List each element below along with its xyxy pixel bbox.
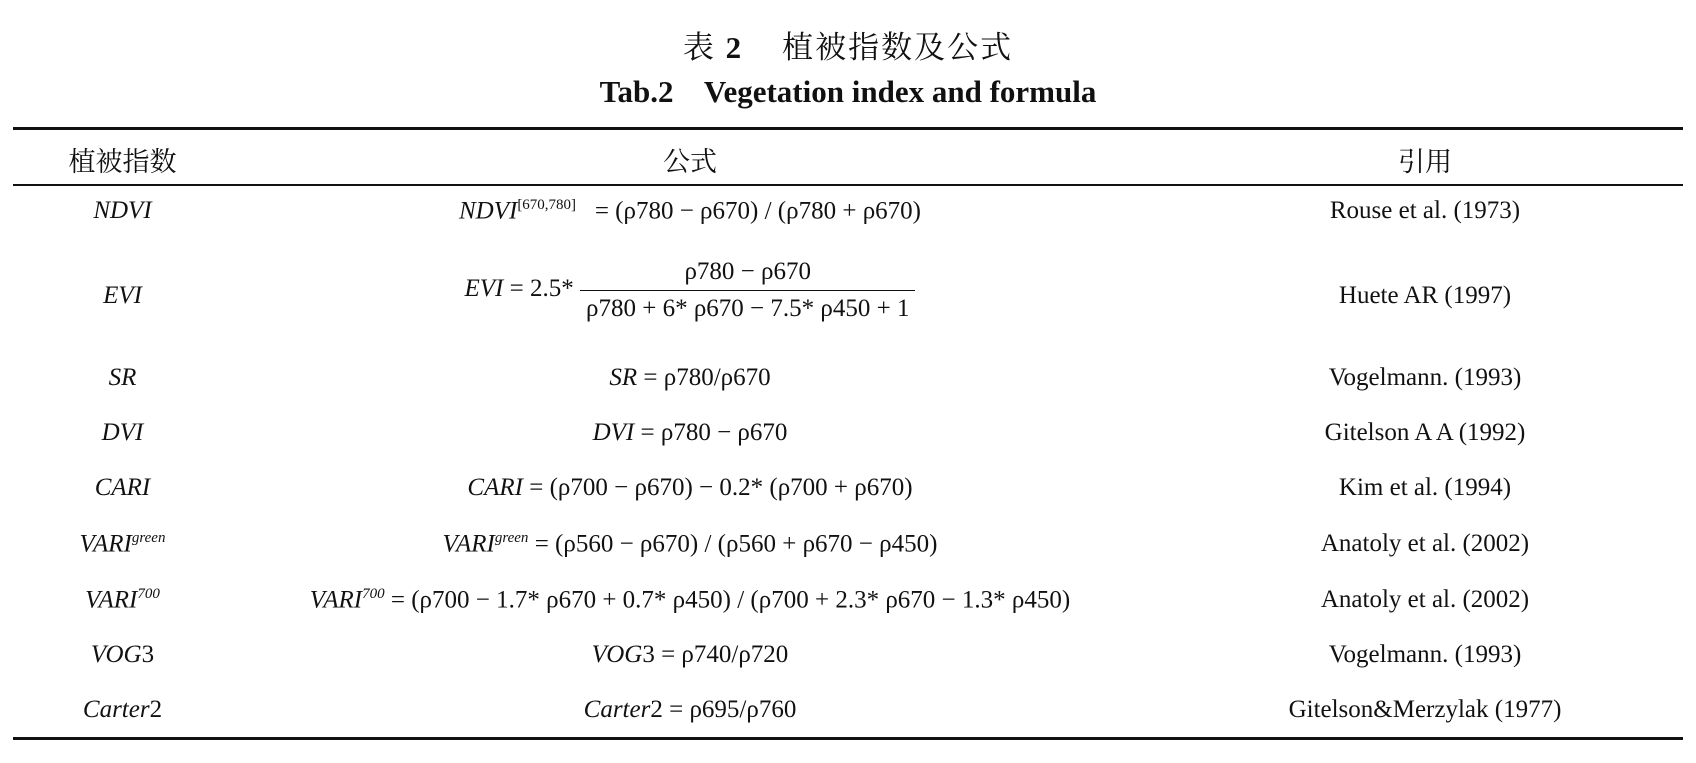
formula-sup: 700 — [362, 586, 385, 602]
row-carter2-name — [40, 696, 205, 724]
evi-fraction — [580, 258, 915, 323]
index-name: VARI — [79, 530, 132, 558]
caption-cn-title: 植被指数及公式 — [782, 30, 1014, 65]
header-rule — [13, 184, 1683, 186]
caption-cn-prefix: 表 — [682, 30, 716, 65]
index-sup: 700 — [137, 586, 160, 602]
row-dvi-formula — [220, 419, 1160, 447]
formula-lhs-suffix: 2 — [650, 696, 663, 723]
row-sr-name: SR — [108, 364, 137, 391]
formula-rhs: = (ρ700 − ρ670) − 0.2* (ρ700 + ρ670) — [529, 474, 913, 501]
row-evi-citation: Huete AR (1997) — [1338, 282, 1512, 309]
formula-lhs: VARI — [309, 586, 363, 614]
header-index: 植被指数 — [68, 147, 177, 177]
row-cari-name: CARI — [94, 474, 151, 501]
top-rule — [13, 127, 1683, 130]
formula-lhs: Carter — [583, 696, 651, 723]
index-sup: green — [131, 530, 166, 546]
formula-sup: [670,780] — [517, 197, 577, 213]
formula-coef: = 2.5* — [509, 275, 574, 303]
formula-sup: green — [494, 530, 529, 546]
header-citation: 引用 — [1398, 147, 1452, 177]
table-caption-cn — [0, 22, 1696, 67]
formula-lhs: NDVI — [458, 197, 518, 225]
caption-cn-number: 2 — [725, 30, 744, 65]
row-vog3-name — [40, 641, 205, 669]
row-vari-green-citation: Anatoly et al. (2002) — [1320, 530, 1530, 557]
row-ndvi-formula — [220, 197, 1160, 225]
row-ndvi-citation: Rouse et al. (1973) — [1329, 197, 1521, 224]
index-suffix: 3 — [141, 641, 155, 668]
row-vari-700-citation: Anatoly et al. (2002) — [1320, 586, 1530, 613]
formula-lhs: DVI — [592, 419, 635, 446]
header-formula: 公式 — [663, 147, 717, 177]
row-vari-green-formula — [220, 530, 1160, 558]
row-dvi-name: DVI — [101, 419, 144, 446]
row-carter2-citation: Gitelson&Merzylak (1977) — [1288, 696, 1562, 723]
formula-rhs: = ρ695/ρ760 — [669, 696, 797, 723]
row-vog3-citation: Vogelmann. (1993) — [1328, 641, 1522, 668]
formula-lhs: CARI — [467, 474, 523, 501]
row-cari-citation: Kim et al. (1994) — [1338, 474, 1512, 501]
row-sr-citation: Vogelmann. (1993) — [1328, 364, 1522, 391]
bottom-rule — [13, 737, 1683, 740]
formula-rhs: = ρ780/ρ670 — [643, 364, 771, 391]
formula-lhs: VOG — [591, 641, 643, 668]
index-name: Carter — [82, 696, 150, 723]
row-vari-green-name — [40, 530, 205, 558]
row-vari-700-name — [40, 586, 205, 614]
index-name: VARI — [85, 586, 138, 614]
formula-rhs: = (ρ560 − ρ670) / (ρ560 + ρ670 − ρ450) — [534, 530, 938, 558]
row-vari-700-formula — [220, 586, 1160, 614]
row-carter2-formula — [220, 696, 1160, 724]
row-cari-formula — [220, 474, 1160, 502]
formula-lhs: EVI — [464, 275, 504, 303]
index-suffix: 2 — [149, 696, 163, 723]
formula-rhs: = (ρ780 − ρ670) / (ρ780 + ρ670) — [594, 197, 922, 225]
row-sr-formula — [220, 364, 1160, 392]
formula-rhs: = ρ780 − ρ670 — [640, 419, 788, 446]
formula-rhs: = ρ740/ρ720 — [661, 641, 789, 668]
formula-lhs: VARI — [442, 530, 495, 558]
index-name: VOG — [90, 641, 142, 668]
fraction-numerator: ρ780 − ρ670 — [684, 258, 812, 285]
row-evi-name: EVI — [103, 282, 142, 309]
row-dvi-citation: Gitelson A A (1992) — [1324, 419, 1526, 446]
row-ndvi-name: NDVI — [93, 197, 152, 224]
formula-rhs: = (ρ700 − 1.7* ρ670 + 0.7* ρ450) / (ρ700 + 2.3* ρ670 − 1.3* ρ450) — [390, 586, 1071, 614]
formula-lhs-suffix: 3 — [642, 641, 655, 668]
fraction-denominator: ρ780 + 6* ρ670 − 7.5* ρ450 + 1 — [580, 290, 915, 323]
row-vog3-formula — [220, 641, 1160, 669]
table-caption-en: Tab.2 Vegetation index and formula — [599, 74, 1097, 109]
row-evi-formula — [220, 258, 1160, 323]
formula-lhs: SR — [609, 364, 638, 391]
